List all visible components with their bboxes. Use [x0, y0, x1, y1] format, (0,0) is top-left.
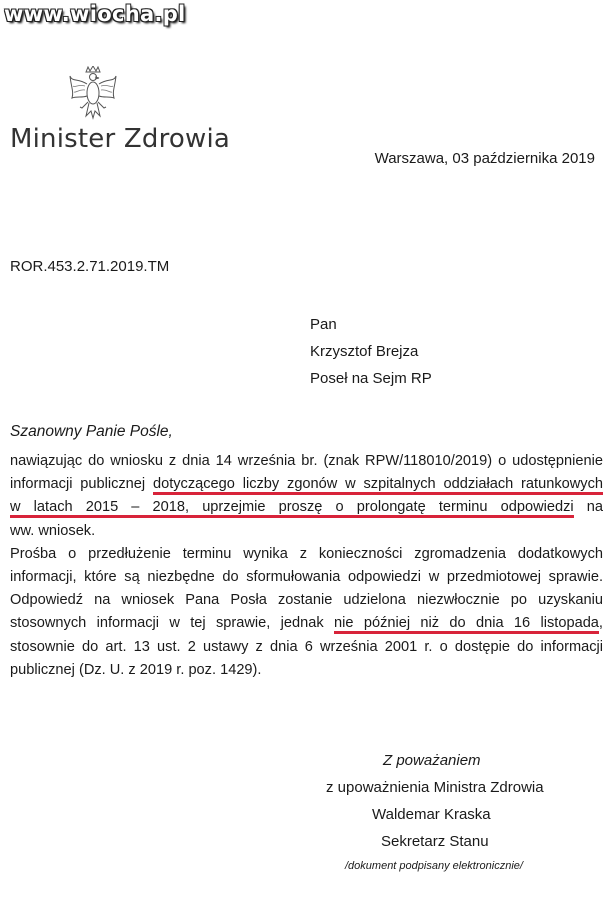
body-line	[10, 496, 603, 519]
ministry-name: Minister Zdrowia	[10, 124, 231, 154]
polish-eagle-emblem-icon	[68, 66, 118, 124]
body-line: publicznej (Dz. U. z 2019 r. poz. 1429).	[10, 661, 262, 678]
addressee-title: Poseł na Sejm RP	[310, 370, 432, 387]
body-line: informacji, które są niezbędne do sformułowania odpowiedzi w przedmiotowej sprawie.	[10, 568, 603, 585]
body-line: Prośba o przedłużenie terminu wynika z konieczności zgromadzenia dodatkowych	[10, 545, 603, 562]
highlight-underline: w latach 2015 – 2018, uprzejmie proszę o prolongatę terminu odpowiedzi	[10, 499, 574, 518]
body-text: ,	[598, 615, 603, 632]
highlight-underline: nie później niż do dnia 16 listopada	[334, 615, 599, 634]
body-line: nawiązując do wniosku z dnia 14 września br. (znak RPW/118010/2019) o udostępnienie	[10, 453, 603, 469]
watermark: www.wiocha.pl	[4, 2, 186, 26]
signatory-name: Waldemar Kraska	[372, 806, 491, 823]
body-text: na	[573, 499, 603, 516]
body-line: Odpowiedź na wniosek Pana Posła zostanie udzielona niezwłocznie po uzyskaniu	[10, 592, 603, 609]
highlight-underline: dotyczącego liczby zgonów w szpitalnych oddziałach ratunkowych	[153, 476, 603, 495]
body-line	[10, 473, 603, 496]
place-date: Warszawa, 03 października 2019	[374, 150, 595, 167]
reference-number: ROR.453.2.71.2019.TM	[10, 258, 170, 275]
body-line: ww. wniosek.	[10, 522, 96, 539]
addressee-name: Krzysztof Brejza	[310, 343, 419, 360]
greeting: Szanowny Panie Pośle,	[10, 423, 173, 440]
body-line: stosownie do art. 13 ust. 2 ustawy z dnia 6 września 2001 r. o dostępie do informacji	[10, 638, 603, 655]
closing: Z poważaniem	[383, 752, 481, 769]
addressee-line-1: Pan	[310, 316, 337, 333]
signatory-position: Sekretarz Stanu	[381, 833, 489, 850]
body-text: stosownych informacji w tej sprawie, jednak	[10, 615, 335, 632]
body-text: informacji publicznej	[10, 476, 153, 493]
signature-note: /dokument podpisany elektronicznie/	[345, 860, 523, 872]
letter-body	[10, 450, 603, 682]
body-line	[10, 612, 603, 635]
authority: z upoważnienia Ministra Zdrowia	[326, 779, 544, 796]
